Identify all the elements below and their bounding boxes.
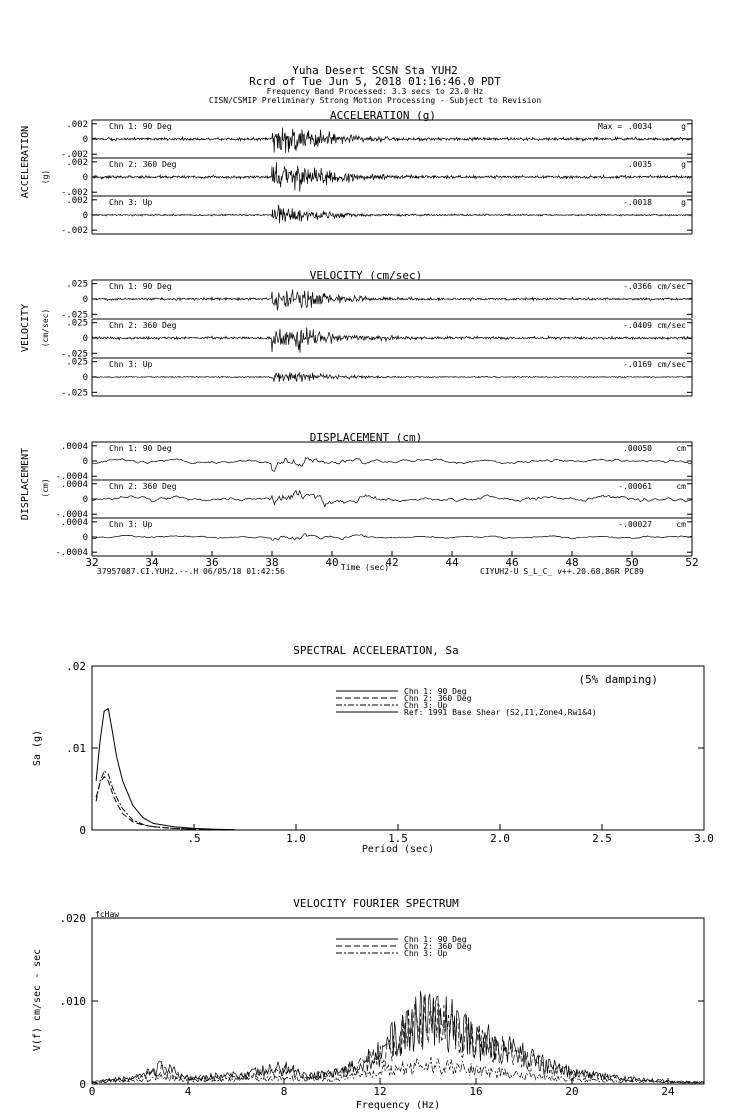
spectral-x-tick-label: 2.0 — [490, 832, 510, 845]
velocity-title: VELOCITY (cm/sec) — [309, 269, 423, 282]
spectral-x-tick-label: 3.0 — [694, 832, 714, 845]
max-prefix: Max = — [598, 122, 623, 131]
channel-max-value: -.0409 — [623, 321, 652, 330]
channel-trace — [92, 534, 692, 541]
fourier-title: VELOCITY FOURIER SPECTRUM — [293, 897, 459, 910]
fourier-legend-entry: Chn 2: 360 Deg — [404, 942, 472, 951]
fourier-y-tick-label: 0 — [79, 1078, 86, 1091]
fourier-curve — [92, 991, 704, 1083]
record-id-footer: 37957087.CI.YUH2.--.H 06/05/18 01:42:56 — [97, 567, 285, 576]
fourier-x-tick-label: 12 — [373, 1085, 387, 1098]
displacement-panel — [20, 431, 699, 576]
fourier-x-tick-label: 20 — [565, 1085, 579, 1098]
spectral-title: SPECTRAL ACCELERATION, Sa — [293, 644, 459, 657]
y-tick-label: -.025 — [60, 388, 88, 399]
time-tick-label: 52 — [685, 556, 699, 569]
y-tick-label: 0 — [82, 533, 88, 543]
spectral-x-label: Period (sec) — [361, 844, 435, 855]
acceleration-side-label: ACCELERATION — [20, 125, 31, 199]
processing-id-footer: CIYUH2-U S_L_C_ v++.20.68.86R PC89 — [480, 567, 644, 576]
acceleration-strips — [61, 120, 692, 236]
y-tick-label: -.002 — [60, 188, 88, 199]
channel-max-unit: cm — [676, 444, 686, 453]
channel-max-value: -.0366 — [623, 282, 652, 291]
fourier-y-tick-label: .010 — [59, 995, 86, 1008]
channel-label: Chn 3: Up — [109, 198, 153, 207]
y-tick-label: 0 — [82, 495, 88, 505]
displacement-side-label: DISPLACEMENT — [20, 447, 31, 521]
displacement-side-unit: (cm) — [41, 478, 50, 498]
spectral-curve — [96, 771, 194, 829]
y-tick-label: 0 — [82, 295, 88, 305]
spectral-axes — [66, 660, 714, 845]
fourier-y-label: V(f) cm/sec - sec — [32, 948, 43, 1052]
time-tick-label: 48 — [565, 556, 579, 569]
channel-label: Chn 3: Up — [109, 360, 153, 369]
channel-label: Chn 2: 360 Deg — [109, 160, 177, 169]
time-tick-label: 34 — [145, 556, 159, 569]
spectral-damping-note: (5% damping) — [578, 673, 658, 686]
header-station: Yuha Desert SCSN Sta YUH2 — [292, 64, 458, 77]
channel-max-value: -.0169 — [623, 360, 652, 369]
fourier-legend-entry: Chn 1: 90 Deg — [404, 935, 467, 944]
channel-trace — [92, 205, 692, 224]
spectral-y-tick-label: .02 — [66, 660, 86, 673]
displacement-title: DISPLACEMENT (cm) — [309, 431, 423, 444]
header-record-time: Rcrd of Tue Jun 5, 2018 01:16:46.0 PDT — [249, 75, 501, 88]
fourier-plot-frame — [92, 918, 704, 1084]
fourier-y-tick-label: .020 — [59, 912, 86, 925]
time-tick-label: 38 — [265, 556, 279, 569]
fourier-x-tick-label: 16 — [469, 1085, 483, 1098]
y-tick-label: -.002 — [60, 150, 88, 161]
channel-max-unit: g — [681, 160, 686, 169]
spectral-legend-entry: Ref: 1991 Base Shear (S2,I1,Zone4,Rw1&4) — [404, 708, 597, 717]
time-tick-label: 50 — [625, 556, 639, 569]
y-tick-label: 0 — [82, 373, 88, 383]
fourier-legend — [336, 935, 472, 958]
fourier-corner-label: fcHaw — [95, 910, 120, 919]
spectral-curve — [96, 709, 235, 830]
spectral-y-tick-label: 0 — [79, 824, 86, 837]
channel-trace — [92, 128, 692, 153]
channel-max-value: .0035 — [627, 160, 652, 169]
spectral-y-label: Sa (g) — [32, 729, 43, 767]
time-tick-label: 42 — [385, 556, 399, 569]
header-processing-note: CISN/CSMIP Preliminary Strong Motion Processing - Subject to Revision — [208, 96, 542, 105]
channel-max-value: -.00061 — [618, 482, 652, 491]
channel-trace — [92, 290, 692, 311]
channel-max-value: -.0018 — [623, 198, 652, 207]
channel-trace — [92, 162, 692, 191]
time-axis-label: Time (sec) — [340, 563, 390, 572]
y-tick-label: .025 — [66, 357, 88, 368]
y-tick-label: .0004 — [60, 517, 88, 528]
fourier-x-tick-label: 0 — [88, 1085, 96, 1098]
y-tick-label: .0004 — [60, 441, 88, 452]
spectral-y-tick-label: .01 — [66, 742, 86, 755]
y-tick-label: .025 — [66, 279, 88, 290]
header-frequency-band: Frequency Band Processed: 3.3 secs to 23.0 Hz — [266, 87, 484, 96]
y-tick-label: -.025 — [60, 310, 88, 321]
spectral-x-tick-label: 1.0 — [286, 832, 306, 845]
acceleration-side-unit: (g) — [41, 169, 50, 185]
y-tick-label: 0 — [82, 334, 88, 344]
channel-max-value: .00050 — [623, 444, 652, 453]
channel-max-value: -.00027 — [618, 520, 652, 529]
displacement-strips — [55, 442, 692, 558]
acceleration-title: ACCELERATION (g) — [330, 109, 436, 122]
time-tick-label: 44 — [445, 556, 459, 569]
fourier-x-tick-label: 24 — [661, 1085, 675, 1098]
channel-label: Chn 3: Up — [109, 520, 153, 529]
fourier-x-tick-label: 4 — [184, 1085, 192, 1098]
velocity-strips — [61, 280, 692, 399]
y-tick-label: 0 — [82, 211, 88, 221]
channel-max-unit: cm — [676, 520, 686, 529]
y-tick-label: .0004 — [60, 479, 88, 490]
fourier-curves — [92, 991, 704, 1083]
spectral-acceleration-chart — [32, 644, 714, 855]
y-tick-label: 0 — [82, 457, 88, 467]
spectral-curve — [96, 777, 214, 830]
channel-max-unit: g — [681, 198, 686, 207]
y-tick-label: .002 — [66, 157, 88, 168]
y-tick-label: -.0004 — [55, 472, 88, 483]
spectral-legend — [336, 687, 597, 717]
time-tick-label: 36 — [205, 556, 219, 569]
fourier-x-label: Frequency (Hz) — [355, 1100, 441, 1111]
channel-label: Chn 1: 90 Deg — [109, 122, 172, 131]
y-tick-label: 0 — [82, 135, 88, 145]
channel-max-unit: cm/sec — [657, 360, 686, 369]
spectral-x-tick-label: 2.5 — [592, 832, 612, 845]
y-tick-label: .025 — [66, 318, 88, 329]
channel-max-unit: g — [681, 122, 686, 131]
channel-trace — [92, 491, 692, 507]
y-tick-label: -.002 — [60, 226, 88, 237]
spectral-x-tick-label: .5 — [187, 832, 201, 845]
y-tick-label: -.0004 — [55, 548, 88, 559]
channel-label: Chn 2: 360 Deg — [109, 482, 177, 491]
fourier-axes — [60, 912, 705, 1098]
y-tick-label: -.0004 — [55, 510, 88, 521]
y-tick-label: -.025 — [60, 349, 88, 360]
spectral-legend-entry: Chn 2: 360 Deg — [404, 694, 472, 703]
channel-trace — [92, 458, 692, 472]
channel-label: Chn 2: 360 Deg — [109, 321, 177, 330]
velocity-panel — [20, 269, 692, 398]
fourier-legend-entry: Chn 3: Up — [404, 949, 448, 958]
channel-trace — [92, 372, 692, 382]
time-tick-label: 32 — [85, 556, 99, 569]
channel-max-unit: cm/sec — [657, 282, 686, 291]
fourier-x-tick-label: 8 — [280, 1085, 288, 1098]
time-tick-label: 40 — [325, 556, 339, 569]
spectral-x-tick-label: 1.5 — [388, 832, 408, 845]
velocity-side-unit: (cm/sec) — [41, 308, 50, 348]
channel-label: Chn 1: 90 Deg — [109, 444, 172, 453]
channel-label: Chn 1: 90 Deg — [109, 282, 172, 291]
y-tick-label: .002 — [66, 119, 88, 130]
y-tick-label: 0 — [82, 173, 88, 183]
velocity-fourier-chart — [32, 897, 704, 1111]
channel-max-unit: cm/sec — [657, 321, 686, 330]
acceleration-panel — [20, 109, 692, 236]
spectral-curves — [96, 709, 235, 830]
velocity-side-label: VELOCITY — [20, 303, 31, 353]
y-tick-label: .002 — [66, 195, 88, 206]
spectral-legend-entry: Chn 1: 90 Deg — [404, 687, 467, 696]
channel-max-value: .0034 — [627, 122, 652, 131]
time-tick-label: 46 — [505, 556, 519, 569]
channel-trace — [92, 327, 692, 352]
channel-max-unit: cm — [676, 482, 686, 491]
spectral-legend-entry: Chn 3: Up — [404, 701, 448, 710]
